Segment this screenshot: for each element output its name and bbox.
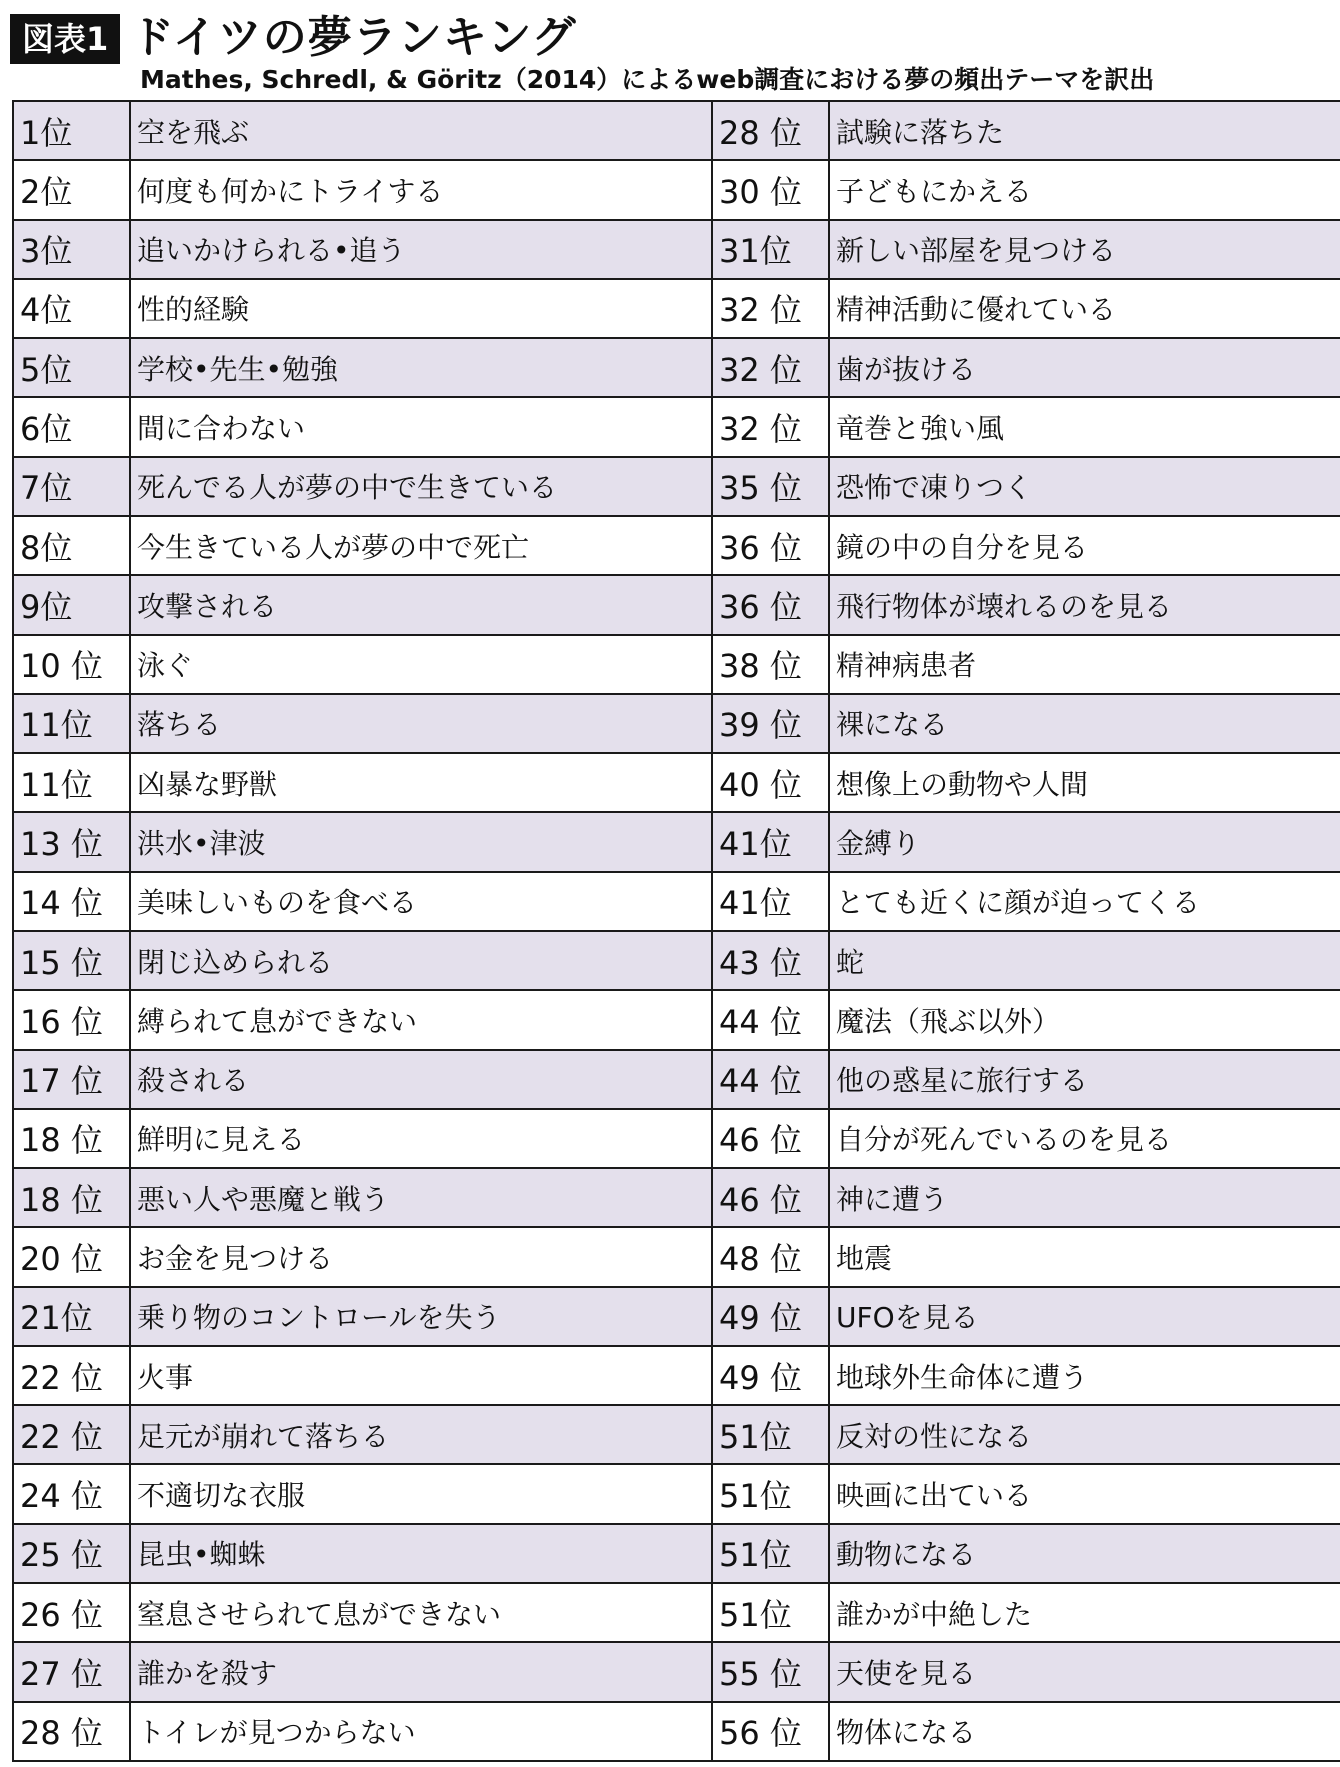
rank-cell-left: 14 位 <box>13 872 130 931</box>
theme-cell-right: 裸になる <box>829 694 1340 753</box>
table-row <box>13 1227 1340 1286</box>
rank-cell-right: 36 位 <box>712 516 829 575</box>
rank-cell-left: 11位 <box>13 753 130 812</box>
rank-cell-right: 56 位 <box>712 1702 829 1761</box>
table-row <box>13 1050 1340 1109</box>
table-row <box>13 1168 1340 1227</box>
ranking-table-body <box>13 101 1340 1761</box>
table-row <box>13 812 1340 871</box>
theme-cell-right: 子どもにかえる <box>829 160 1340 219</box>
rank-cell-left: 10 位 <box>13 635 130 694</box>
table-row <box>13 575 1340 634</box>
rank-cell-right: 44 位 <box>712 1050 829 1109</box>
figure-header <box>10 8 1330 92</box>
table-row <box>13 220 1340 279</box>
theme-cell-left: 足元が崩れて落ちる <box>130 1405 712 1464</box>
theme-cell-right: 恐怖で凍りつく <box>829 457 1340 516</box>
table-row <box>13 1583 1340 1642</box>
rank-cell-right: 49 位 <box>712 1287 829 1346</box>
rank-cell-right: 36 位 <box>712 575 829 634</box>
table-row <box>13 1405 1340 1464</box>
rank-cell-left: 25 位 <box>13 1524 130 1583</box>
rank-cell-left: 3位 <box>13 220 130 279</box>
rank-cell-right: 41位 <box>712 812 829 871</box>
theme-cell-right: 地震 <box>829 1227 1340 1286</box>
theme-cell-right: 物体になる <box>829 1702 1340 1761</box>
table-row <box>13 160 1340 219</box>
page-subtitle: Mathes, Schredl, & Göritz（2014）によるweb調査における夢の頻出テーマを訳出 <box>140 65 1155 94</box>
rank-cell-left: 22 位 <box>13 1405 130 1464</box>
rank-cell-right: 31位 <box>712 220 829 279</box>
rank-cell-right: 51位 <box>712 1583 829 1642</box>
rank-cell-right: 49 位 <box>712 1346 829 1405</box>
table-row <box>13 1642 1340 1701</box>
rank-cell-right: 39 位 <box>712 694 829 753</box>
table-row <box>13 753 1340 812</box>
theme-cell-right: 誰かが中絶した <box>829 1583 1340 1642</box>
theme-cell-right: 金縛り <box>829 812 1340 871</box>
rank-cell-left: 7位 <box>13 457 130 516</box>
rank-cell-right: 46 位 <box>712 1109 829 1168</box>
rank-cell-right: 55 位 <box>712 1642 829 1701</box>
theme-cell-left: 縛られて息ができない <box>130 990 712 1049</box>
rank-cell-left: 24 位 <box>13 1464 130 1523</box>
rank-cell-right: 43 位 <box>712 931 829 990</box>
rank-cell-left: 27 位 <box>13 1642 130 1701</box>
rank-cell-right: 32 位 <box>712 279 829 338</box>
theme-cell-left: 空を飛ぶ <box>130 101 712 160</box>
table-row <box>13 279 1340 338</box>
theme-cell-left: 死んでる人が夢の中で生きている <box>130 457 712 516</box>
rank-cell-left: 4位 <box>13 279 130 338</box>
theme-cell-left: お金を見つける <box>130 1227 712 1286</box>
theme-cell-left: 性的経験 <box>130 279 712 338</box>
table-row <box>13 516 1340 575</box>
rank-cell-left: 11位 <box>13 694 130 753</box>
rank-cell-left: 16 位 <box>13 990 130 1049</box>
ranking-table <box>12 100 1340 1762</box>
theme-cell-left: 昆虫•蜘蛛 <box>130 1524 712 1583</box>
rank-cell-right: 51位 <box>712 1524 829 1583</box>
theme-cell-right: 地球外生命体に遭う <box>829 1346 1340 1405</box>
rank-cell-left: 21位 <box>13 1287 130 1346</box>
theme-cell-left: 殺される <box>130 1050 712 1109</box>
theme-cell-right: 天使を見る <box>829 1642 1340 1701</box>
theme-cell-left: 学校•先生•勉強 <box>130 338 712 397</box>
theme-cell-left: 閉じ込められる <box>130 931 712 990</box>
table-row <box>13 931 1340 990</box>
rank-cell-left: 18 位 <box>13 1168 130 1227</box>
theme-cell-right: 想像上の動物や人間 <box>829 753 1340 812</box>
table-row <box>13 1524 1340 1583</box>
rank-cell-right: 32 位 <box>712 338 829 397</box>
theme-cell-right: 精神活動に優れている <box>829 279 1340 338</box>
theme-cell-right: 他の惑星に旅行する <box>829 1050 1340 1109</box>
table-row <box>13 872 1340 931</box>
rank-cell-left: 17 位 <box>13 1050 130 1109</box>
rank-cell-left: 2位 <box>13 160 130 219</box>
theme-cell-right: 竜巻と強い風 <box>829 397 1340 456</box>
rank-cell-right: 41位 <box>712 872 829 931</box>
theme-cell-right: 自分が死んでいるのを見る <box>829 1109 1340 1168</box>
theme-cell-right: 飛行物体が壊れるのを見る <box>829 575 1340 634</box>
theme-cell-left: 鮮明に見える <box>130 1109 712 1168</box>
theme-cell-right: 魔法（飛ぶ以外） <box>829 990 1340 1049</box>
rank-cell-right: 40 位 <box>712 753 829 812</box>
table-row <box>13 1702 1340 1761</box>
table-row <box>13 1109 1340 1168</box>
theme-cell-left: 攻撃される <box>130 575 712 634</box>
theme-cell-right: 歯が抜ける <box>829 338 1340 397</box>
theme-cell-left: 追いかけられる•追う <box>130 220 712 279</box>
rank-cell-right: 35 位 <box>712 457 829 516</box>
theme-cell-left: トイレが見つからない <box>130 1702 712 1761</box>
theme-cell-left: 不適切な衣服 <box>130 1464 712 1523</box>
theme-cell-right: 反対の性になる <box>829 1405 1340 1464</box>
rank-cell-left: 18 位 <box>13 1109 130 1168</box>
theme-cell-left: 火事 <box>130 1346 712 1405</box>
rank-cell-left: 26 位 <box>13 1583 130 1642</box>
theme-cell-left: 凶暴な野獣 <box>130 753 712 812</box>
theme-cell-right: 映画に出ている <box>829 1464 1340 1523</box>
theme-cell-right: 神に遭う <box>829 1168 1340 1227</box>
rank-cell-right: 46 位 <box>712 1168 829 1227</box>
table-row <box>13 1287 1340 1346</box>
theme-cell-left: 何度も何かにトライする <box>130 160 712 219</box>
rank-cell-left: 20 位 <box>13 1227 130 1286</box>
rank-cell-left: 22 位 <box>13 1346 130 1405</box>
table-row <box>13 338 1340 397</box>
rank-cell-left: 9位 <box>13 575 130 634</box>
table-row <box>13 635 1340 694</box>
theme-cell-left: 洪水•津波 <box>130 812 712 871</box>
rank-cell-right: 51位 <box>712 1405 829 1464</box>
table-row <box>13 1464 1340 1523</box>
rank-cell-right: 30 位 <box>712 160 829 219</box>
theme-cell-right: 精神病患者 <box>829 635 1340 694</box>
rank-cell-right: 51位 <box>712 1464 829 1523</box>
theme-cell-right: UFOを見る <box>829 1287 1340 1346</box>
theme-cell-left: 泳ぐ <box>130 635 712 694</box>
theme-cell-left: 美味しいものを食べる <box>130 872 712 931</box>
theme-cell-left: 間に合わない <box>130 397 712 456</box>
theme-cell-right: 新しい部屋を見つける <box>829 220 1340 279</box>
rank-cell-right: 32 位 <box>712 397 829 456</box>
theme-cell-left: 窒息させられて息ができない <box>130 1583 712 1642</box>
rank-cell-left: 15 位 <box>13 931 130 990</box>
table-row <box>13 694 1340 753</box>
page-title: ドイツの夢ランキング <box>130 12 577 63</box>
rank-cell-left: 6位 <box>13 397 130 456</box>
rank-cell-right: 48 位 <box>712 1227 829 1286</box>
rank-cell-left: 28 位 <box>13 1702 130 1761</box>
figure-badge: 図表1 <box>10 14 120 64</box>
theme-cell-left: 今生きている人が夢の中で死亡 <box>130 516 712 575</box>
theme-cell-left: 乗り物のコントロールを失う <box>130 1287 712 1346</box>
rank-cell-left: 1位 <box>13 101 130 160</box>
table-row <box>13 990 1340 1049</box>
theme-cell-right: 動物になる <box>829 1524 1340 1583</box>
theme-cell-right: 鏡の中の自分を見る <box>829 516 1340 575</box>
rank-cell-right: 38 位 <box>712 635 829 694</box>
table-row <box>13 1346 1340 1405</box>
rank-cell-left: 8位 <box>13 516 130 575</box>
theme-cell-right: 蛇 <box>829 931 1340 990</box>
table-row <box>13 397 1340 456</box>
theme-cell-left: 誰かを殺す <box>130 1642 712 1701</box>
rank-cell-left: 5位 <box>13 338 130 397</box>
table-row <box>13 457 1340 516</box>
rank-cell-right: 28 位 <box>712 101 829 160</box>
theme-cell-left: 落ちる <box>130 694 712 753</box>
table-row <box>13 101 1340 160</box>
theme-cell-right: 試験に落ちた <box>829 101 1340 160</box>
theme-cell-left: 悪い人や悪魔と戦う <box>130 1168 712 1227</box>
rank-cell-left: 13 位 <box>13 812 130 871</box>
theme-cell-right: とても近くに顔が迫ってくる <box>829 872 1340 931</box>
rank-cell-right: 44 位 <box>712 990 829 1049</box>
